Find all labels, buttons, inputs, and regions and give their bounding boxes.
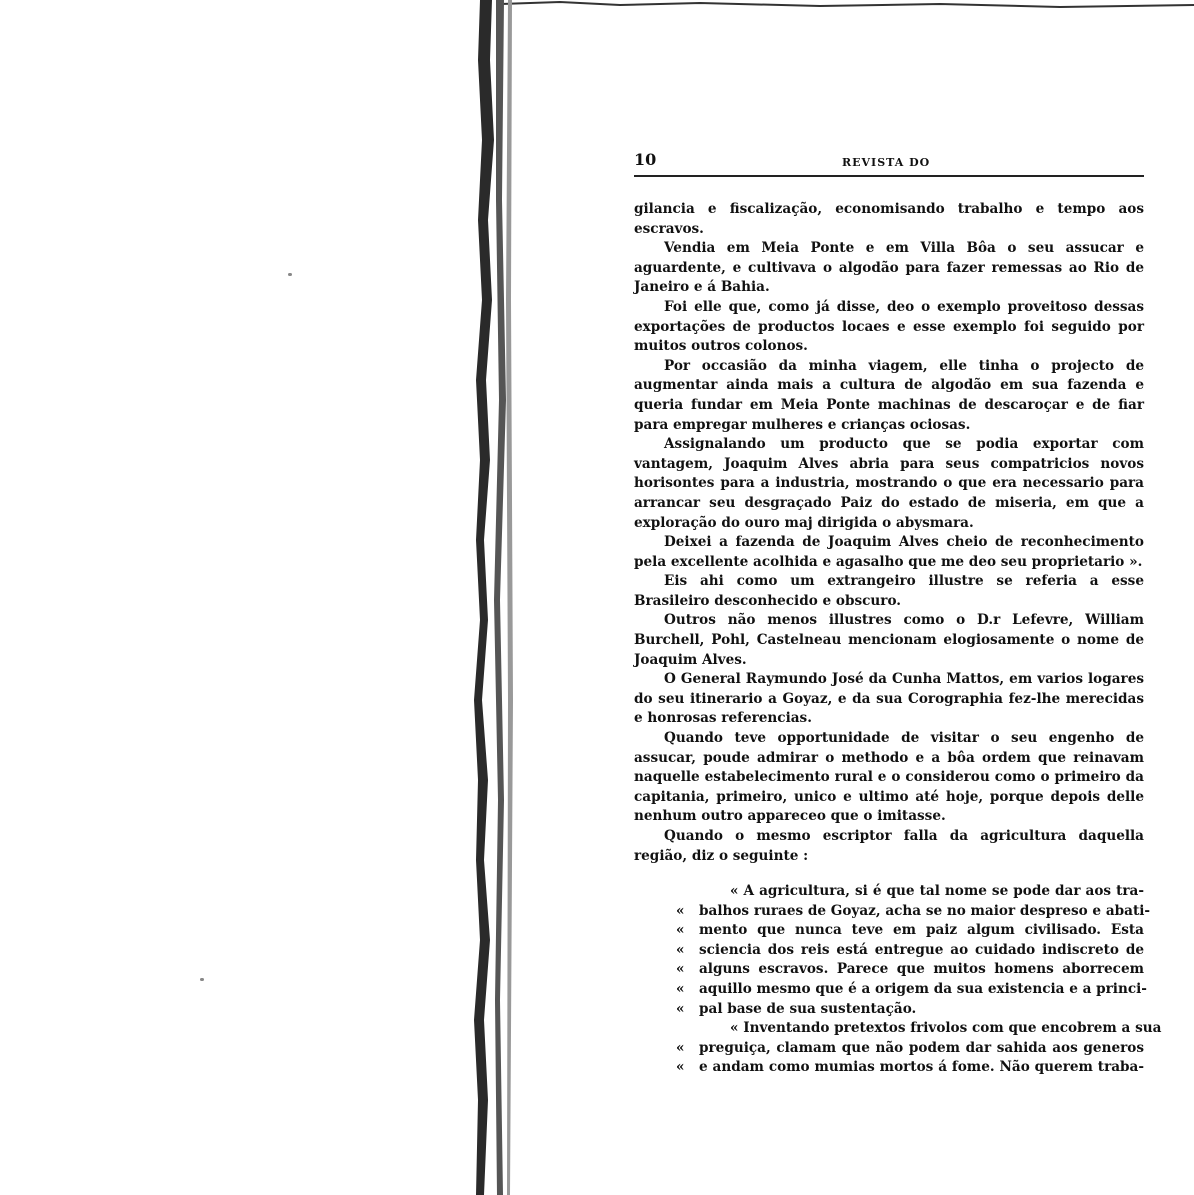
paragraph: Eis ahi como um extrangeiro illustre se referia a esse Brasileiro desconhecido e obscuro. — [634, 573, 1144, 609]
book-spine-shadow — [470, 0, 525, 1195]
quote-line: « A agricultura, si é que tal nome se pode dar aos tra- — [730, 883, 1144, 899]
quote-mark: « — [676, 961, 685, 978]
paragraph: O General Raymundo José da Cunha Mattos, em varios logares do seu itinerario a Goyaz, e da sua Corographia fez-lhe merecidas e honrosas referencias. — [634, 671, 1144, 727]
paragraph: Assignalando um producto que se podia exportar com vantagem, Joaquim Alves abria para seus compatricios novos horisontes para a industria, mostrando o que era necessario para arrancar seu desgraçado Paiz do estado de miseria, em que a exploração do ouro maj dirigida o abysmara. — [634, 436, 1144, 531]
quote-line: « balhos ruraes de Goyaz, acha se no maior despreso e abati- — [634, 902, 1144, 922]
paragraph: Por occasião da minha viagem, elle tinha o projecto de augmentar ainda mais a cultura de algodão em sua fazenda e queria fundar em Meia Ponte machinas de descaroçar e de fiar para empregar mulheres e crianças ociosas. — [634, 357, 1144, 433]
paragraph: gilancia e fiscalização, economisando trabalho e tempo aos escravos. — [634, 201, 1144, 237]
book-page — [634, 148, 1146, 864]
quote-mark: « — [676, 922, 685, 939]
paragraph: Quando teve opportunidade de visitar o seu engenho de assucar, poude admirar o methodo e a bôa ordem que reinavam naquelle estabelecimento rural e o considerou como o primeiro da capitania, primeiro, unico e ultimo até hoje, porque depois delle nenhum outro appareceo que o imitasse. — [634, 730, 1144, 825]
paragraph: Vendia em Meia Ponte e em Villa Bôa o seu assucar e aguardente, e cultivava o algodão para fazer remessas ao Rio de Janeiro e á Bahia. — [634, 240, 1144, 296]
quote-line: « pal base de sua sustentação. — [634, 1000, 1144, 1020]
running-title: REVISTA DO — [842, 156, 931, 169]
quotation — [634, 882, 1162, 1078]
paragraph: Foi elle que, como já disse, deo o exemplo proveitoso dessas exportações de productos locaes e esse exemplo foi seguido por muitos outros colonos. — [634, 298, 1144, 355]
quote-mark: « — [676, 941, 685, 958]
speck — [288, 273, 292, 276]
quote-line: « aquillo mesmo que é a origem da sua existencia e a princi- — [634, 980, 1144, 1000]
quote-line: « e andam como mumias mortos á fome. Não querem traba- — [634, 1058, 1144, 1078]
quote-line: « mento que nunca teve em paiz algum civilisado. Esta — [634, 921, 1144, 941]
speck — [200, 978, 204, 981]
page-top-edge — [500, 0, 1194, 12]
quote-mark: « — [676, 980, 685, 997]
paragraph: Quando o mesmo escriptor falla da agricultura daquella região, diz o seguinte : — [634, 828, 1144, 864]
quote-mark: « — [676, 1059, 685, 1076]
quote-mark: « — [676, 902, 685, 919]
quote-line: « sciencia dos reis está entregue ao cuidado indiscreto de — [634, 941, 1144, 961]
paragraph: Deixei a fazenda de Joaquim Alves cheio de reconhecimento pela excellente acolhida e agasalho que me deo seu proprietario ». — [634, 534, 1144, 570]
body-text — [634, 200, 1144, 866]
facing-page-margin — [0, 0, 470, 1195]
quote-mark: « — [676, 1000, 685, 1017]
quote-line: « Inventando pretextos frivolos com que encobrem a sua — [730, 1020, 1162, 1037]
quote-line: « alguns escravos. Parece que muitos homens aborrecem — [634, 960, 1144, 980]
header-rule — [634, 175, 1144, 177]
page-number: 10 — [634, 150, 657, 169]
quote-mark: « — [676, 1039, 685, 1056]
paragraph: Outros não menos illustres como o D.r Lefevre, William Burchell, Pohl, Castelneau mencionam elogiosamente o nome de Joaquim Alves. — [634, 612, 1144, 668]
running-header — [634, 148, 1146, 174]
quote-line: « preguiça, clamam que não podem dar sahida aos generos — [634, 1039, 1144, 1059]
